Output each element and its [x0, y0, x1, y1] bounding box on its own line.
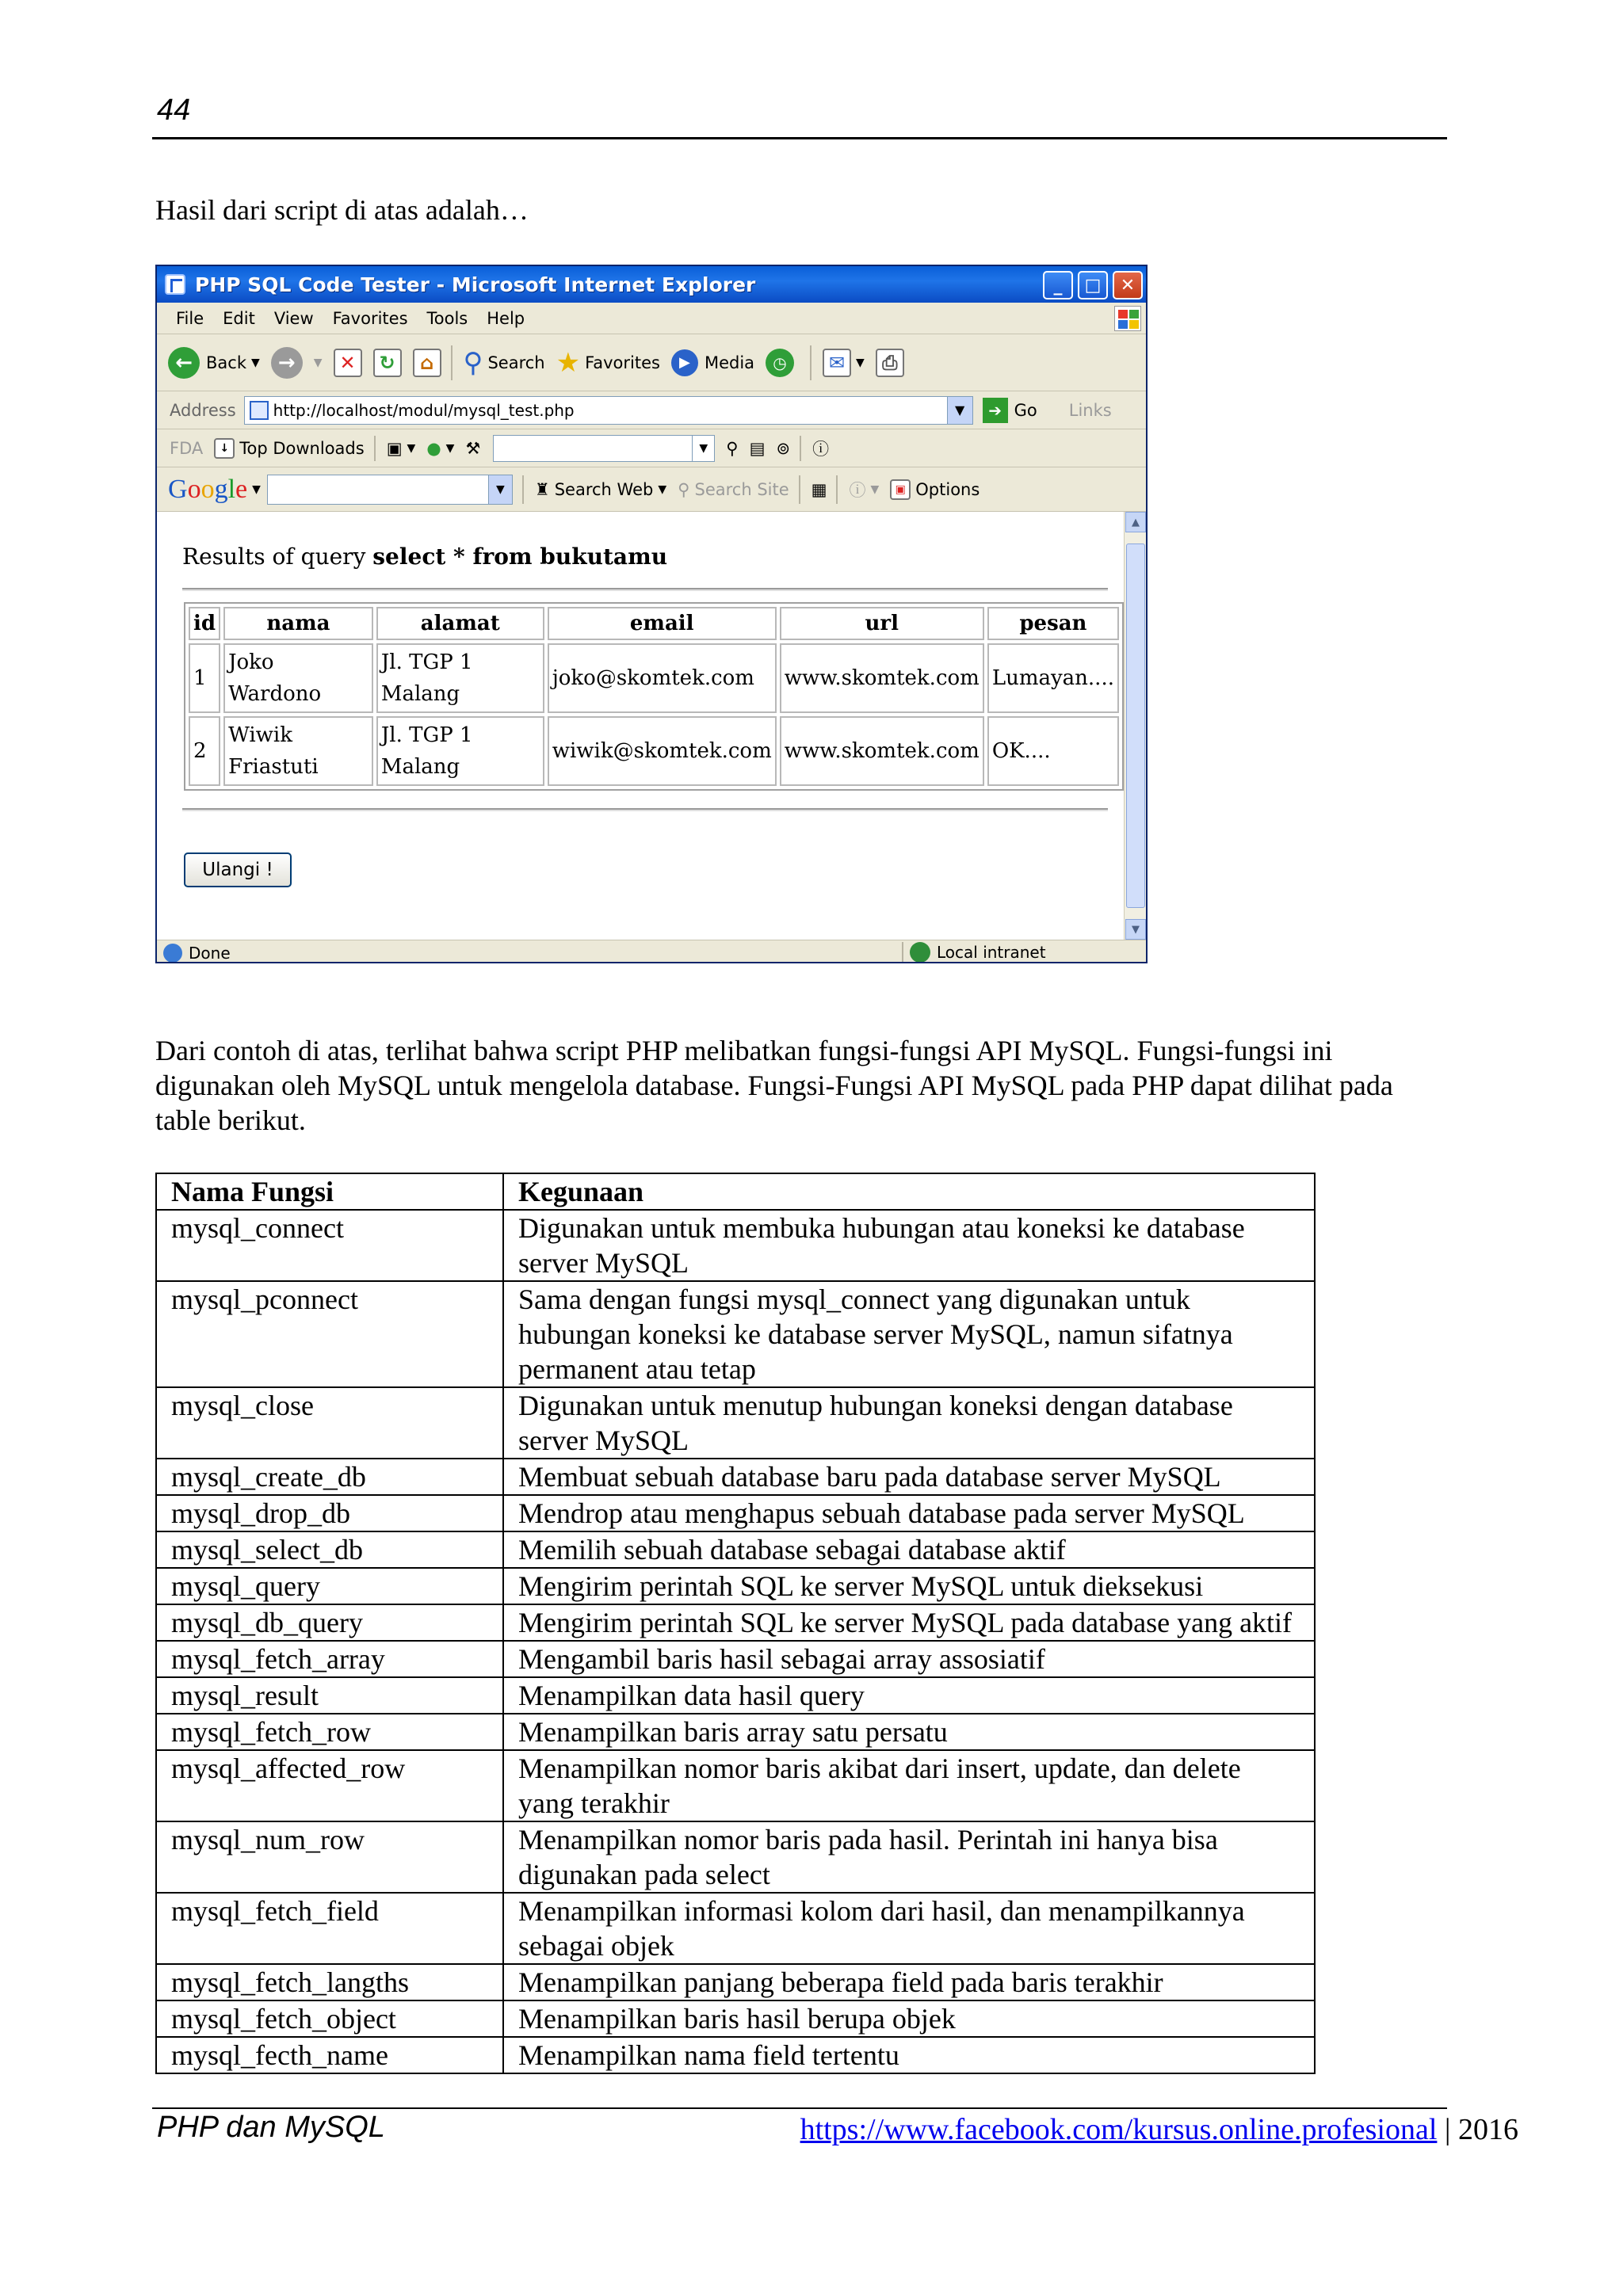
results-table: [184, 602, 1124, 791]
function-usage-cell: Digunakan untuk menutup hubungan koneksi dengan database server MySQL: [503, 1387, 1315, 1459]
address-dropdown-icon[interactable]: ▼: [947, 397, 972, 424]
table-row: [156, 1893, 1315, 1964]
window-title: PHP SQL Code Tester - Microsoft Internet Explorer: [195, 273, 756, 296]
go-button[interactable]: Go: [1014, 400, 1037, 420]
stop-icon: ✕: [334, 349, 362, 377]
table-row: [156, 1964, 1315, 2000]
footer-year: 2016: [1458, 2113, 1518, 2146]
menu-edit[interactable]: Edit: [223, 308, 255, 328]
function-usage-cell: Membuat sebuah database baru pada database server MySQL: [503, 1459, 1315, 1495]
function-usage-cell: Sama dengan fungsi mysql_connect yang digunakan untuk hubungan koneksi ke database server MySQL, namun sifatnya permanent atau tetap: [503, 1281, 1315, 1387]
status-text: Done: [189, 943, 231, 963]
google-search-site-button[interactable]: ⚲ Search Site: [678, 479, 789, 499]
function-usage-cell: Menampilkan nomor baris pada hasil. Perintah ini hanya bisa digunakan pada select: [503, 1821, 1315, 1893]
vertical-scrollbar[interactable]: [1124, 512, 1146, 940]
scroll-thumb[interactable]: [1126, 543, 1145, 908]
results-col-nama: nama: [223, 607, 373, 640]
mail-button[interactable]: ✉ ▼: [823, 349, 865, 377]
history-button[interactable]: [766, 349, 800, 377]
table-row: 1 Joko Wardono Jl. TGP 1 Malang joko@skomtek.com www.skomtek.com Lumayan....: [189, 643, 1119, 713]
footer-right: [800, 2112, 1518, 2147]
function-name-cell: mysql_connect: [156, 1210, 503, 1281]
function-usage-cell: Menampilkan data hasil query: [503, 1677, 1315, 1714]
table-row: [156, 1281, 1315, 1387]
fda-toolbar: [157, 429, 1146, 467]
header-nama-fungsi: Nama Fungsi: [156, 1173, 503, 1210]
fda-down-icon[interactable]: ⊚: [776, 438, 791, 458]
table-row: [156, 1714, 1315, 1750]
function-usage-cell: Menampilkan baris array satu persatu: [503, 1714, 1315, 1750]
functions-header-row: [156, 1173, 1315, 1210]
history-icon: ◷: [766, 349, 794, 377]
standard-toolbar: [157, 334, 1146, 391]
star-icon: ★: [556, 346, 581, 379]
home-icon: ⌂: [413, 349, 441, 377]
fda-page-icon[interactable]: ▤: [749, 438, 766, 458]
search-button[interactable]: ⚲ Search: [463, 346, 545, 379]
forward-arrow-icon: →: [271, 347, 303, 379]
functions-table: [155, 1173, 1316, 2074]
address-bar: [157, 391, 1146, 429]
function-name-cell: mysql_drop_db: [156, 1495, 503, 1531]
intranet-icon: [910, 942, 930, 963]
header-rule: [152, 137, 1447, 139]
divider: [182, 588, 1108, 591]
function-usage-cell: Menampilkan nama field tertentu: [503, 2037, 1315, 2073]
close-button[interactable]: ✕: [1113, 271, 1143, 299]
links-button[interactable]: Links: [1068, 400, 1112, 420]
fda-dropdown-icon[interactable]: ▼: [692, 436, 714, 461]
browser-window-screenshot: [155, 265, 1148, 963]
download-icon: ↓: [214, 438, 235, 459]
function-name-cell: mysql_fetch_row: [156, 1714, 503, 1750]
divider: [182, 808, 1108, 811]
table-row: [156, 1677, 1315, 1714]
table-row: [156, 1531, 1315, 1568]
help-icon[interactable]: ⓘ: [812, 439, 830, 459]
table-row: [156, 1750, 1315, 1821]
table-row: [156, 1210, 1315, 1281]
fda-icon-1[interactable]: ▣ ▼: [386, 438, 416, 458]
function-usage-cell: Menampilkan informasi kolom dari hasil, dan menampilkannya sebagai objek: [503, 1893, 1315, 1964]
minimize-button[interactable]: _: [1043, 271, 1073, 299]
function-name-cell: mysql_select_db: [156, 1531, 503, 1568]
function-name-cell: mysql_close: [156, 1387, 503, 1459]
function-usage-cell: Mengirim perintah SQL ke server MySQL untuk dieksekusi: [503, 1568, 1315, 1604]
tools-icon[interactable]: ⚒: [465, 438, 481, 458]
page-done-icon: [163, 944, 182, 963]
title-bar: [157, 266, 1146, 303]
print-button[interactable]: [876, 349, 904, 377]
results-heading: Results of query select * from bukutamu: [182, 543, 668, 570]
function-usage-cell: Mendrop atau menghapus sebuah database pada server MySQL: [503, 1495, 1315, 1531]
mail-icon: ✉: [823, 349, 851, 377]
menu-view[interactable]: View: [273, 308, 314, 328]
function-name-cell: mysql_fetch_array: [156, 1641, 503, 1677]
windows-flag-icon: [1114, 306, 1141, 331]
google-search-web-button[interactable]: ♜ Search Web ▼: [534, 479, 667, 499]
table-row: [156, 1459, 1315, 1495]
scroll-up-icon[interactable]: ▲: [1125, 512, 1146, 532]
function-name-cell: mysql_affected_row: [156, 1750, 503, 1821]
fda-label: FDA: [170, 438, 204, 458]
home-button[interactable]: [413, 349, 441, 377]
favorites-button[interactable]: ★ Favorites: [556, 346, 660, 379]
results-col-id: id: [189, 607, 220, 640]
media-icon: ▶: [671, 349, 698, 376]
results-header-row: [189, 607, 1119, 640]
function-usage-cell: Memilih sebuah database sebagai database aktif: [503, 1531, 1315, 1568]
menu-bar: [157, 303, 1146, 334]
ulangi-button[interactable]: Ulangi !: [184, 852, 292, 887]
page-rank-icon[interactable]: ▦: [811, 479, 827, 499]
binoculars-icon: ♜: [534, 479, 550, 499]
address-input[interactable]: [244, 396, 973, 425]
function-usage-cell: Digunakan untuk membuka hubungan atau koneksi ke database server MySQL: [503, 1210, 1315, 1281]
options-icon: ▣: [890, 479, 911, 500]
address-label: Address: [170, 400, 236, 420]
function-usage-cell: Menampilkan baris hasil berupa objek: [503, 2000, 1315, 2037]
table-row: [156, 1641, 1315, 1677]
menu-favorites[interactable]: Favorites: [332, 308, 408, 328]
function-name-cell: mysql_fetch_field: [156, 1893, 503, 1964]
refresh-button[interactable]: [373, 349, 402, 377]
header-kegunaan: Kegunaan: [503, 1173, 1315, 1210]
function-name-cell: mysql_result: [156, 1677, 503, 1714]
google-search-input[interactable]: [267, 475, 513, 505]
scroll-down-icon[interactable]: ▼: [1125, 919, 1146, 940]
search-site-icon: ⚲: [678, 479, 690, 499]
table-row: [156, 1495, 1315, 1531]
printer-icon: ⎙: [876, 349, 904, 377]
back-button[interactable]: ← Back ▼: [168, 347, 260, 379]
back-arrow-icon: ←: [168, 347, 200, 379]
footer-rule: [152, 2107, 1447, 2109]
refresh-icon: ↻: [373, 349, 402, 377]
function-name-cell: mysql_fetch_langths: [156, 1964, 503, 2000]
table-row: 2 Wiwik Friastuti Jl. TGP 1 Malang wiwik@skomtek.com www.skomtek.com OK....: [189, 716, 1119, 786]
footer-separator: |: [1437, 2113, 1458, 2146]
ie-icon: [165, 274, 185, 295]
table-row: [156, 1604, 1315, 1641]
function-name-cell: mysql_pconnect: [156, 1281, 503, 1387]
results-col-url: url: [780, 607, 984, 640]
page-content: [157, 512, 1124, 940]
maximize-button[interactable]: □: [1078, 271, 1108, 299]
search-icon: ⚲: [463, 346, 483, 379]
function-name-cell: mysql_fecth_name: [156, 2037, 503, 2073]
media-button[interactable]: ▶ Media: [671, 349, 754, 376]
function-name-cell: mysql_fetch_object: [156, 2000, 503, 2037]
results-col-alamat: alamat: [376, 607, 544, 640]
status-bar: [157, 940, 1146, 963]
function-name-cell: mysql_query: [156, 1568, 503, 1604]
page-number: 44: [157, 93, 191, 127]
google-dropdown-icon[interactable]: ▼: [488, 475, 512, 504]
intro-text: Hasil dari script di atas adalah…: [155, 194, 529, 226]
function-usage-cell: Mengambil baris hasil sebagai array assosiatif: [503, 1641, 1315, 1677]
table-row: [156, 1568, 1315, 1604]
google-logo[interactable]: Google: [168, 474, 248, 504]
page-icon: [250, 401, 269, 420]
function-name-cell: mysql_num_row: [156, 1821, 503, 1893]
address-value: http://localhost/modul/mysql_test.php: [273, 400, 575, 420]
results-query: select * from bukutamu: [372, 543, 668, 570]
go-arrow-icon[interactable]: ➔: [983, 398, 1008, 423]
table-row: [156, 2000, 1315, 2037]
results-col-pesan: pesan: [987, 607, 1119, 640]
function-usage-cell: Menampilkan panjang beberapa field pada baris terakhir: [503, 1964, 1315, 2000]
footer-title: PHP dan MySQL: [157, 2111, 385, 2144]
google-options-button[interactable]: ▣ Options: [890, 479, 980, 500]
green-dot-icon[interactable]: ● ▼: [426, 438, 455, 458]
forward-button[interactable]: → ▼: [271, 347, 323, 379]
table-row: [156, 1821, 1315, 1893]
info-icon[interactable]: ⓘ ▼: [849, 480, 880, 500]
top-downloads-button[interactable]: ↓ Top Downloads: [214, 438, 364, 459]
function-usage-cell: Menampilkan nomor baris akibat dari insert, update, dan delete yang terakhir: [503, 1750, 1315, 1821]
menu-help[interactable]: Help: [487, 308, 525, 328]
table-row: [156, 2037, 1315, 2073]
fda-search-icon[interactable]: ⚲: [726, 438, 739, 458]
fda-search-input[interactable]: [493, 435, 715, 462]
function-usage-cell: Mengirim perintah SQL ke server MySQL pada database yang aktif: [503, 1604, 1315, 1641]
footer-link[interactable]: https://www.facebook.com/kursus.online.profesional: [800, 2113, 1438, 2146]
security-zone: Local intranet: [910, 942, 1046, 963]
results-col-email: email: [548, 607, 777, 640]
table-row: [156, 1387, 1315, 1459]
menu-file[interactable]: File: [176, 308, 204, 328]
function-name-cell: mysql_db_query: [156, 1604, 503, 1641]
body-paragraph: Dari contoh di atas, terlihat bahwa script PHP melibatkan fungsi-fungsi API MySQL. Fungsi-fungsi ini digunakan oleh MySQL untuk mengelola database. Fungsi-Fungsi API MySQL pada PHP dapat dilihat pada table berikut.: [155, 1035, 1393, 1136]
google-toolbar: Google ▼ ▼ ♜ Search Web ▼ ⚲ Search Site ▦ ⓘ ▼ ▣ Options: [157, 467, 1146, 512]
function-name-cell: mysql_create_db: [156, 1459, 503, 1495]
stop-button[interactable]: [334, 349, 362, 377]
menu-tools[interactable]: Tools: [426, 308, 468, 328]
